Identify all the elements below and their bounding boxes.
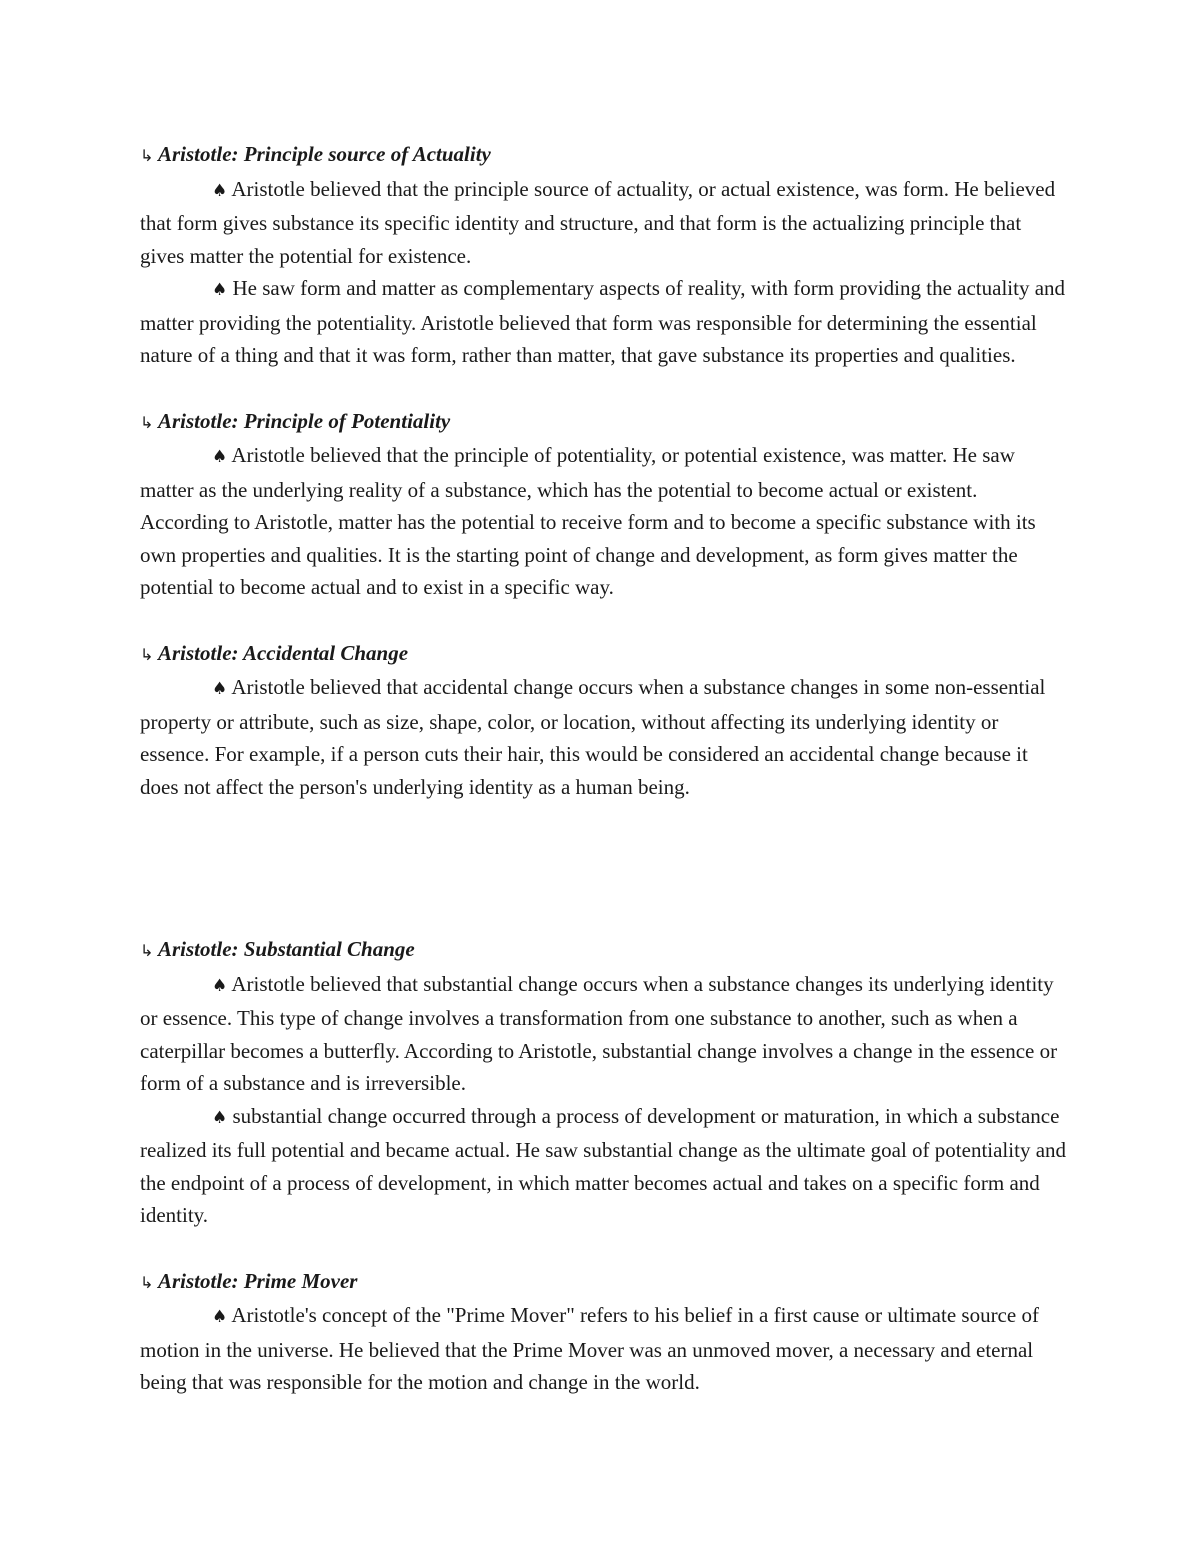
arrow-icon: ↳ (140, 1272, 154, 1292)
section-actuality (140, 138, 1070, 372)
bullet-paragraph: ♠ He saw form and matter as complementary aspects of reality, with form providing the actuality and matter providing the potentiality. Aristotle believed that form was responsible for determining the essential nature of a thing and that it was form, rather than matter, that gave substance its properties and qualities. (140, 276, 1066, 367)
section-substantial-change (140, 933, 1070, 1232)
bullet-paragraph: ♠ Aristotle believed that the principle source of actuality, or actual existence, was form. He believed that form gives substance its specific identity and structure, and that form is the actualizing principle that gives matter the potential for existence. (140, 176, 1056, 268)
spade-bullet-icon: ♠ (212, 679, 228, 699)
spade-bullet-icon: ♠ (212, 975, 228, 996)
section-heading: ↳ Aristotle: Principle of Potentiality (140, 405, 1070, 440)
document-page (140, 138, 1070, 1399)
spade-bullet-icon: ♠ (212, 280, 228, 300)
bullet-paragraph: ♠ Aristotle believed that the principle of potentiality, or potential existence, was matter. He saw matter as the underlying reality of a substance, which has the potential to become actual or existent. According to Aristotle, matter has the potential to receive form and to become a specific substance with its own properties and qualities. It is the starting point of change and development, as form gives matter the potential to become actual and to exist in a specific way. (140, 443, 1036, 599)
spade-bullet-icon: ♠ (212, 447, 228, 467)
spade-bullet-icon: ♠ (212, 1107, 228, 1128)
bullet-paragraph: ♠ Aristotle believed that accidental change occurs when a substance changes in some non-essential property or attribute, such as size, shape, color, or location, without affecting its underlying identity or essence. For example, if a person cuts their hair, this would be considered an accidental change because it does not affect the person's underlying identity as a human being. (140, 675, 1046, 799)
bullet-paragraph: ♠ Aristotle's concept of the "Prime Mover" refers to his belief in a first cause or ultimate source of motion in the universe. He believed that the Prime Mover was an unmoved mover, a necessary and eternal being that was responsible for the motion and change in the world. (140, 1303, 1039, 1394)
arrow-icon: ↳ (140, 941, 154, 960)
section-heading: ↳ Aristotle: Prime Mover (140, 1265, 1070, 1300)
section-heading: ↳ Aristotle: Substantial Change (140, 933, 1070, 968)
section-prime-mover (140, 1265, 1070, 1399)
arrow-icon: ↳ (140, 146, 154, 165)
section-heading: ↳ Aristotle: Accidental Change (140, 637, 1070, 672)
section-potentiality (140, 405, 1070, 604)
section-accidental-change (140, 637, 1070, 804)
bullet-paragraph: ♠ substantial change occurred through a process of development or maturation, in which a substance realized its full potential and became actual. He saw substantial change as the ultimate goal of potentiality and the endpoint of a process of development, in which matter becomes actual and takes on a specific form and identity. (140, 1103, 1067, 1227)
spade-bullet-icon: ♠ (212, 180, 228, 201)
section-heading: ↳ Aristotle: Principle source of Actuality (140, 138, 1070, 173)
spade-bullet-icon: ♠ (212, 1307, 228, 1327)
bullet-paragraph: ♠ Aristotle believed that substantial change occurs when a substance changes its underlying identity or essence. This type of change involves a transformation from one substance to another, such as when a caterpillar becomes a butterfly. According to Aristotle, substantial change involves a change in the essence or form of a substance and is irreversible. (140, 971, 1058, 1095)
arrow-icon: ↳ (140, 412, 154, 432)
arrow-icon: ↳ (140, 644, 154, 664)
